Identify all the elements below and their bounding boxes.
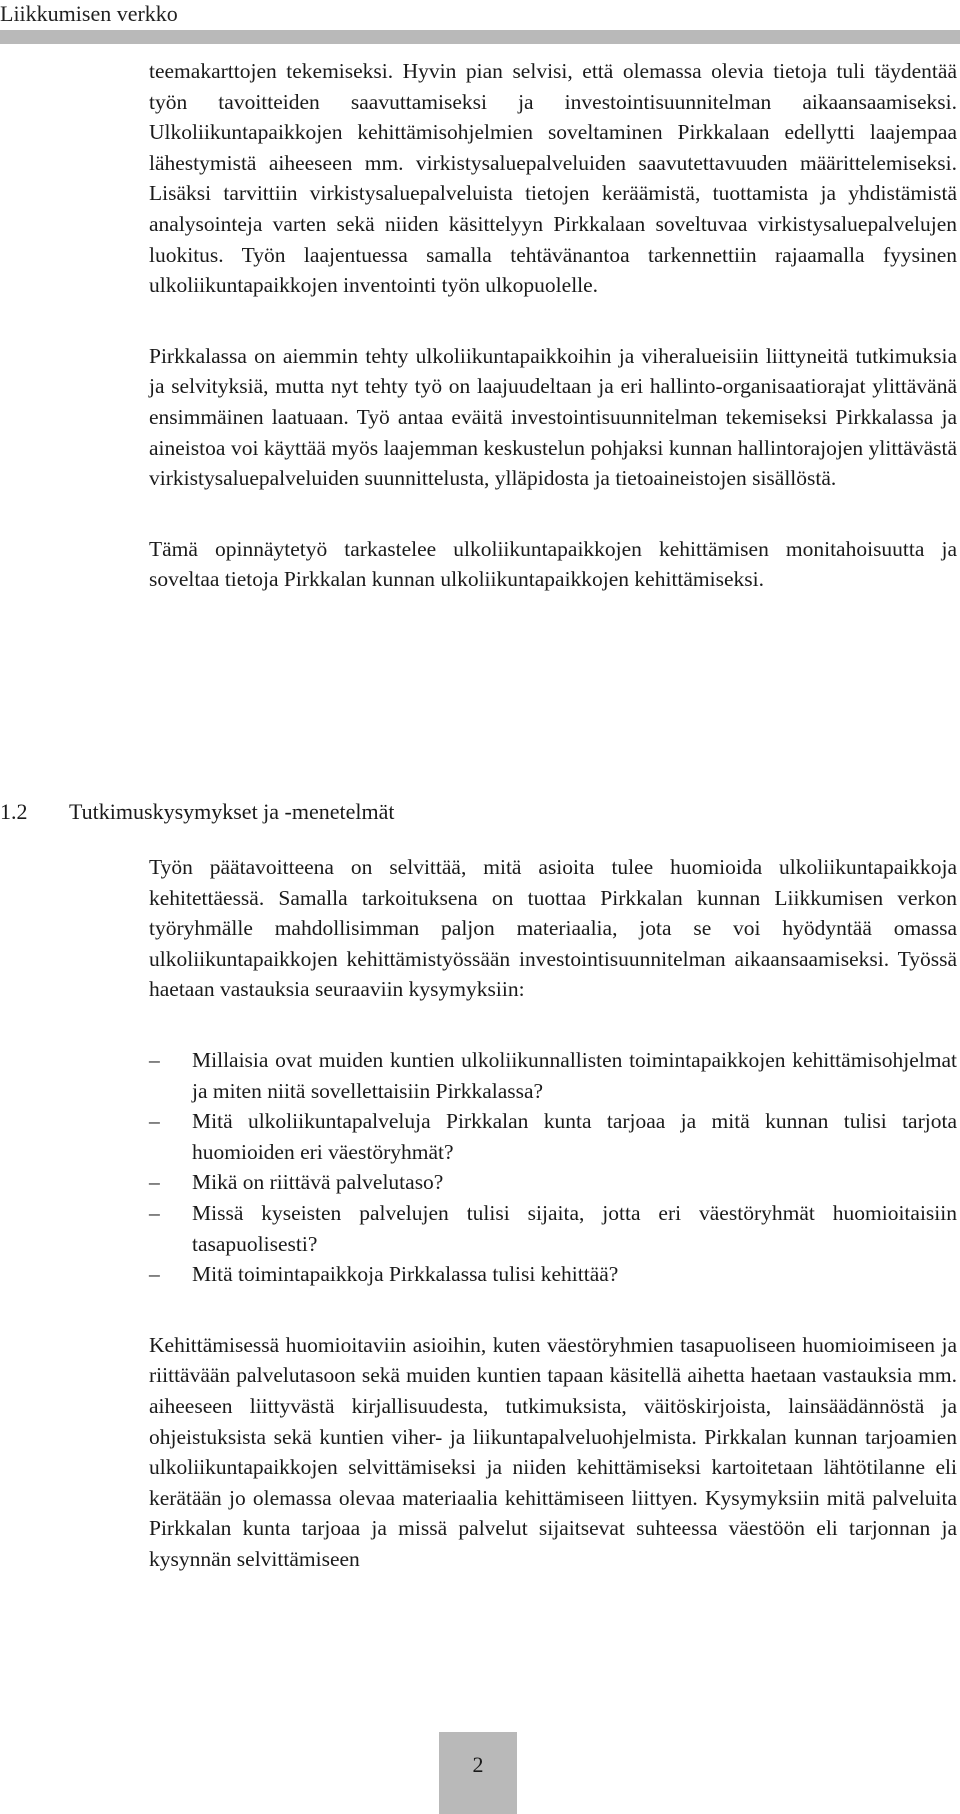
dash-bullet: – [149, 1047, 160, 1072]
list-item [149, 1045, 957, 1106]
intro-paragraph: Työn päätavoitteena on selvittää, mitä asioita tulee huomioida ulkoliikuntapaikkoja kehitettäessä. Samalla tarkoituksena on tuottaa Pirkkalan kunnan Liikkumisen verkon työryhmälle mahdollisimman paljon materiaalia, jota se voi hyödyntää omassa ulkoliikuntapaikkojen kehittämistyössään investointisuunnitelman aikaansaamiseksi. Työssä haetaan vastauksia seuraaviin kysymyksiin: [149, 855, 957, 1002]
section-number: 1.2 [0, 799, 28, 824]
paragraph: Pirkkalassa on aiemmin tehty ulkoliikuntapaikkoihin ja viheralueisiin liittyneitä tutkimuksia ja selvityksiä, mutta nyt tehty työ on laajuudeltaan ja eri hallinto-organisaatiorajat ylittävänä ensimmäinen laatuaan. Työ antaa eväitä investointisuunnitelman tekemiseksi Pirkkalassa ja aineistoa voi käyttää myös laajemman keskustelun pohjaksi kunnan hallintorajojen ylittävästä virkistysaluepalveluiden suunnittelusta, ylläpidosta ja tietoaineistojen sisällöstä. [149, 343, 957, 491]
section-heading [0, 797, 395, 827]
question-list [149, 1045, 957, 1290]
list-item [149, 1106, 957, 1167]
header-rule [0, 30, 960, 44]
question-text: Mitä toimintapaikkoja Pirkkalassa tulisi kehittää? [192, 1262, 619, 1287]
page-number: 2 [472, 1752, 484, 1777]
dash-bullet: – [149, 1170, 160, 1195]
body-text-top [149, 56, 957, 635]
question-text: Millaisia ovat muiden kuntien ulkoliikunnallisten toimintapaikkojen kehittämisohjelmat ja miten niitä sovellettaisiin Pirkkalassa? [192, 1047, 957, 1103]
list-item [149, 1167, 957, 1198]
dash-bullet: – [149, 1200, 160, 1225]
question-text: Mikä on riittävä palvelutaso? [192, 1170, 444, 1195]
list-item [149, 1259, 957, 1290]
list-item [149, 1198, 957, 1259]
page-footer [439, 1732, 517, 1814]
paragraph: teemakarttojen tekemiseksi. Hyvin pian selvisi, että olemassa olevia tietoja tuli täydentää työn tavoitteiden saavuttamiseksi ja investointisuunnitelman aikaansaamiseksi. Ulkoliikuntapaikkojen kehittämisohjelmien soveltaminen Pirkkalaan edellytti laajempaa lähestymistä aiheeseen mm. virkistysaluepalveluiden saavutettavuuden määrittelemiseksi. Lisäksi tarvittiin virkistysaluepalveluista tietojen keräämistä, tuottamista ja yhdistämistä analysointeja varten sekä niiden käsittelyyn Pirkkalaan soveltuvaa virkistysaluepalvelujen luokitus. Työn laajentuessa samalla tehtävänantoa tarkennettiin rajaamalla fyysinen ulkoliikuntapaikkojen inventointi työn ulkopuolelle. [149, 59, 957, 298]
question-text: Mitä ulkoliikuntapalveluja Pirkkalan kunta tarjoaa ja mitä kunnan tulisi tarjota huomioiden eri väestöryhmät? [192, 1109, 957, 1164]
section-body [149, 852, 957, 1614]
closing-paragraph: Kehittämisessä huomioitaviin asioihin, kuten väestöryhmien tasapuoliseen huomioimiseen ja riittävään palvelutasoon sekä muiden kuntien tapaan käsitellä aihetta haetaan vastauksia mm. aiheeseen liittyvästä kirjallisuudesta, tutkimuksista, väitöskirjoista, lainsäädännöstä ja ohjeistuksista sekä kuntien viher- ja liikuntapalveluohjelmista. Pirkkalan kunnan tarjoamien ulkoliikuntapaikkojen selvittämiseksi ja niiden kehittämiseksi kartoitetaan lähtötilanne eli kerätään jo olemassa olevaa materiaalia kehittämiseen liittyen. Kysymyksiin mitä palveluita Pirkkalan kunta tarjoaa ja missä palvelut sijaitsevat suhteessa väestöön eli tarjonnan ja kysynnän selvittämiseen [149, 1332, 957, 1571]
dash-bullet: – [149, 1109, 160, 1134]
dash-bullet: – [149, 1262, 160, 1287]
running-header: Liikkumisen verkko [0, 1, 178, 26]
question-text: Missä kyseisten palvelujen tulisi sijaita, jotta eri väestöryhmät huomioitaisiin tasapuolisesti? [192, 1200, 957, 1256]
paragraph: Tämä opinnäytetyö tarkastelee ulkoliikuntapaikkojen kehittämisen monitahoisuutta ja soveltaa tietoja Pirkkalan kunnan ulkoliikuntapaikkojen kehittämiseksi. [149, 536, 957, 592]
section-title: Tutkimuskysymykset ja -menetelmät [69, 799, 395, 824]
